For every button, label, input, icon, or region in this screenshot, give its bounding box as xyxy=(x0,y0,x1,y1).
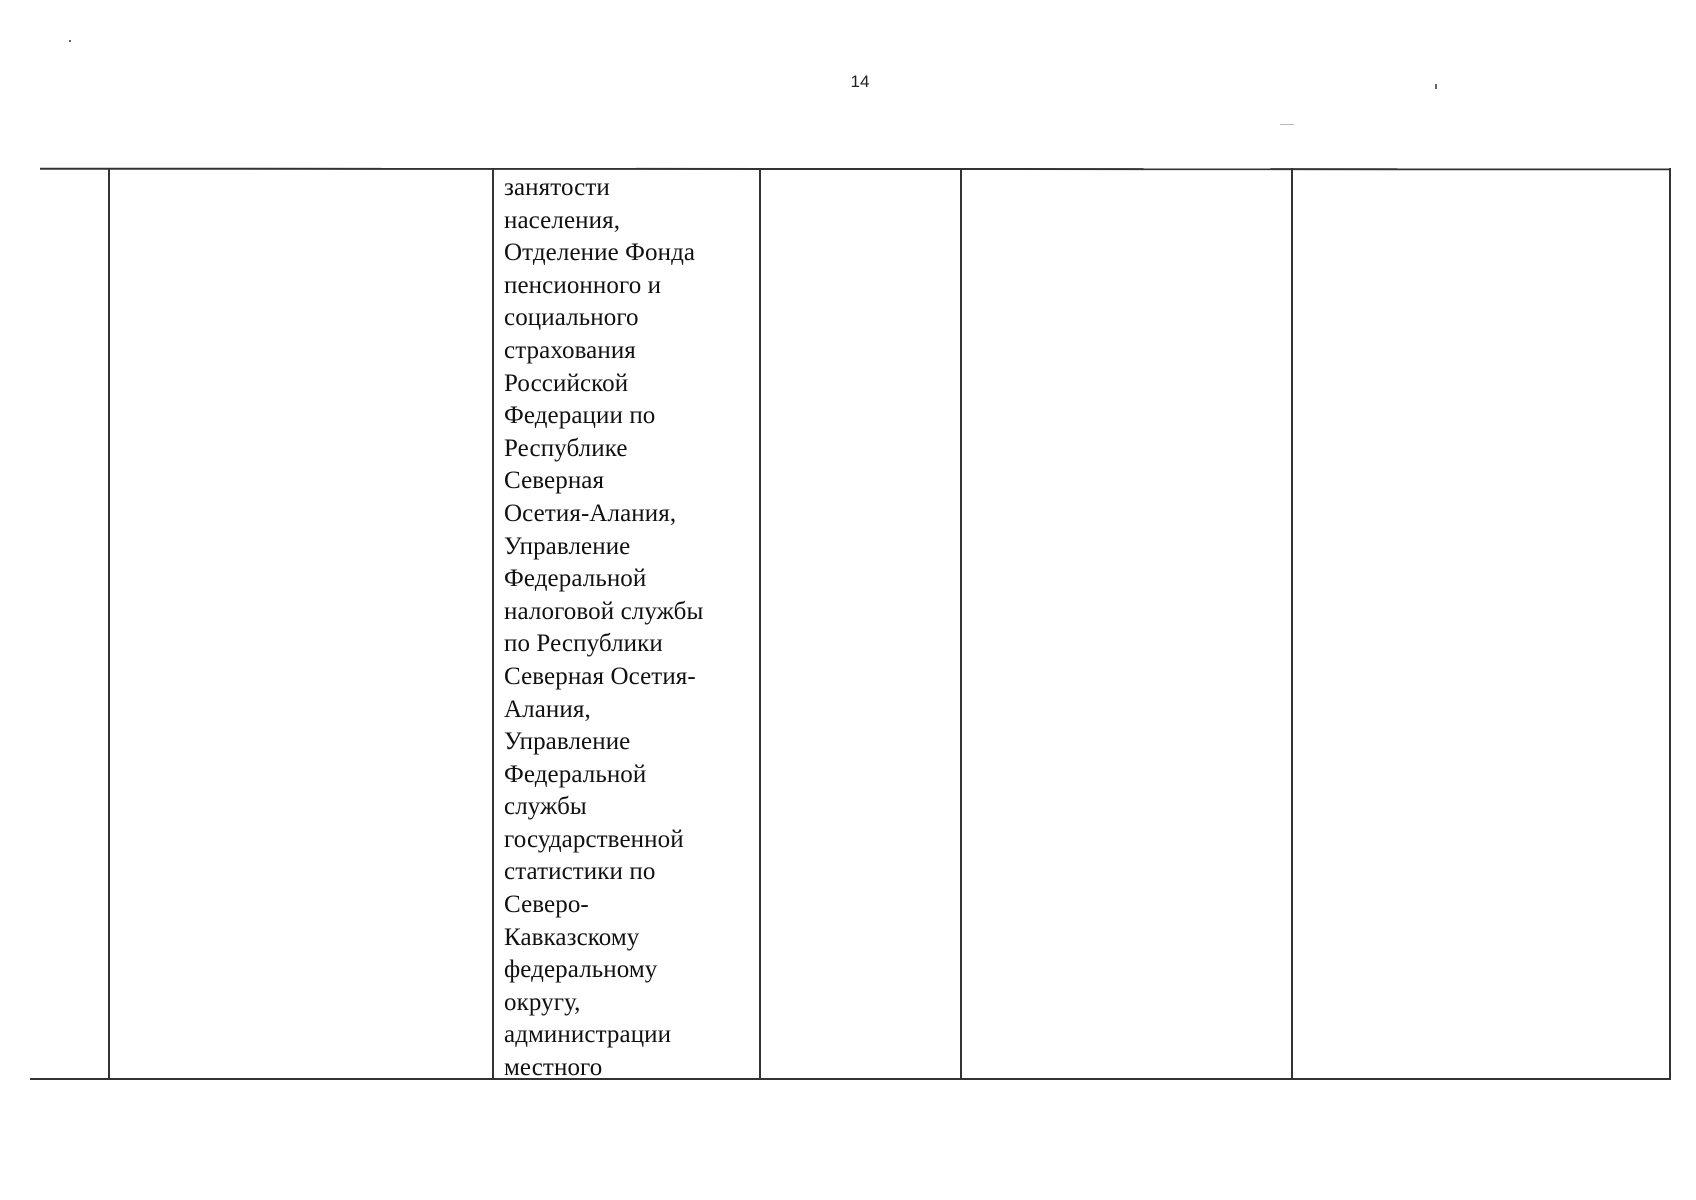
table-cell-line: налоговой службы xyxy=(504,597,704,625)
table-cell-line: Кавказскому xyxy=(504,923,640,951)
scan-speck xyxy=(1435,84,1437,89)
table-cell-line: Северная Осетия- xyxy=(504,662,696,690)
table-cell-line: Республике xyxy=(504,434,628,462)
table-cell-line: Федеральной xyxy=(504,760,647,788)
table-column-divider xyxy=(1291,168,1293,1080)
table-cell-line: Управление xyxy=(504,532,631,560)
scan-speck xyxy=(1280,124,1294,125)
table-cell-line: Алания, xyxy=(504,695,591,723)
table-column-divider xyxy=(492,168,494,1080)
table-cell-line: Отделение Фонда xyxy=(504,239,696,267)
table-cell-line: занятости xyxy=(504,174,610,201)
table-cell-line: статистики по xyxy=(504,858,656,886)
table-bottom-border xyxy=(30,1078,1671,1080)
table-cell-line: населения, xyxy=(504,206,621,234)
table-cell-line: государственной xyxy=(504,825,684,853)
table-cell-line: местного xyxy=(504,1054,603,1082)
table-top-border xyxy=(40,168,1671,170)
table-column-divider xyxy=(960,168,962,1080)
table-column-divider xyxy=(108,168,110,1080)
table-cell-line: федеральному xyxy=(504,956,658,984)
table-cell-line: Северо- xyxy=(504,891,589,919)
table-cell-line: Осетия-Алания, xyxy=(504,499,677,527)
table-cell-line: социального xyxy=(504,304,639,332)
table-cell-line: Российской xyxy=(504,369,629,397)
table-cell-line: Северная xyxy=(504,467,605,495)
table-right-border xyxy=(1669,168,1671,1080)
table-cell-line: службы xyxy=(504,793,587,821)
table-cell-line: страхования xyxy=(504,336,636,364)
table-cell-line: по Республики xyxy=(504,630,663,658)
page-number: 14 xyxy=(850,72,870,91)
document-table xyxy=(40,168,1671,1080)
table-cell-line: пенсионного и xyxy=(504,271,662,299)
scan-speck xyxy=(69,40,71,42)
table-column-divider xyxy=(759,168,761,1080)
table-cell-responsible-organizations xyxy=(504,172,754,1085)
table-cell-line: округу, xyxy=(504,988,581,1016)
table-cell-line: администрации xyxy=(504,1021,672,1049)
table-cell-line: Федеральной xyxy=(504,565,647,593)
table-cell-line: Управление xyxy=(504,728,631,756)
table-cell-line: Федерации по xyxy=(504,402,656,430)
